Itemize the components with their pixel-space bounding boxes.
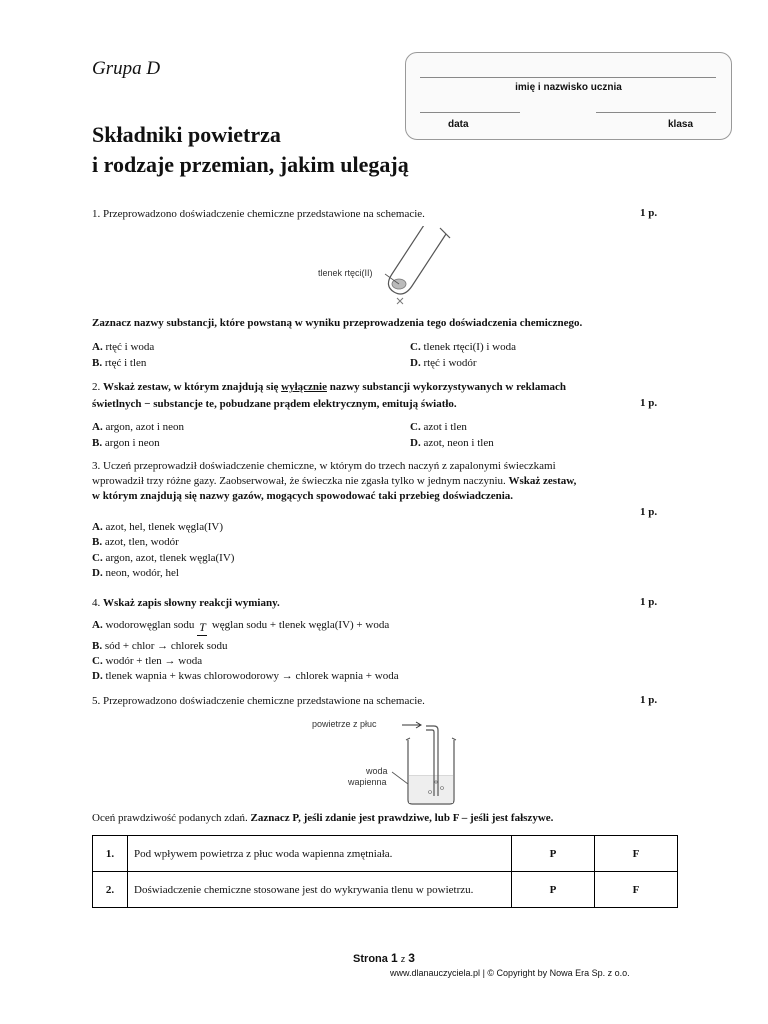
q3-line-3: w którym znajdują się nazwy gazów, mogących spowodować taki przebieg doświadczenia. <box>92 490 514 502</box>
fig-water-label-1: woda <box>366 766 388 776</box>
fig-air-label: powietrze z płuc <box>312 719 377 729</box>
option-text: wodorowęglan sodu <box>105 619 195 631</box>
row-statement: Pod wpływem powietrza z płuc woda wapienna zmętniała. <box>128 836 512 872</box>
option-letter: B. <box>92 357 103 369</box>
student-info-box <box>405 52 732 140</box>
option-text: argon, azot i neon <box>105 421 185 433</box>
page-counter <box>0 951 768 965</box>
beaker-icon <box>406 738 456 804</box>
option-letter: A. <box>92 341 103 353</box>
option-letter: C. <box>92 552 103 564</box>
q5-text: 5. Przeprowadzono doświadczenie chemiczne przedstawione na schemacie. <box>92 695 425 707</box>
group-label: Grupa D <box>92 58 161 79</box>
q3-option-a[interactable] <box>92 519 223 535</box>
total-pages: 3 <box>408 951 415 965</box>
table-row <box>93 836 678 872</box>
option-letter: A. <box>92 421 103 433</box>
q3-points: 1 p. <box>640 506 658 518</box>
q2-option-c[interactable] <box>410 419 467 435</box>
copyright-text: © Copyright by Nowa Era Sp. z o.o. <box>487 968 630 978</box>
copyright-line <box>390 968 630 978</box>
q1-option-b[interactable] <box>92 355 146 371</box>
option-text: tlenek rtęci(I) i woda <box>423 341 516 353</box>
q4-points: 1 p. <box>640 596 658 608</box>
q1-points: 1 p. <box>640 207 658 219</box>
option-text: rtęć i wodór <box>423 357 477 369</box>
q5-instruction <box>92 811 553 826</box>
q1-option-c[interactable] <box>410 339 516 355</box>
option-letter: D. <box>410 437 421 449</box>
q2-option-b[interactable] <box>92 435 160 451</box>
q4-option-c[interactable] <box>92 653 202 669</box>
name-line <box>420 77 716 78</box>
q3-option-c[interactable] <box>92 550 234 566</box>
q1-text: 1. Przeprowadzono doświadczenie chemiczne przedstawione na schemacie. <box>92 208 425 220</box>
q1-figure-label: tlenek rtęci(II) <box>318 268 373 278</box>
q3-line-2-normal: wprowadził trzy różne gazy. Zaobserwował, że świeczka nie zgasła tylko w jednym naczyniu. <box>92 475 509 487</box>
option-letter: C. <box>92 655 103 667</box>
q2-option-d[interactable] <box>410 435 494 451</box>
option-text: rtęć i woda <box>105 341 155 353</box>
q4-text <box>92 596 280 611</box>
q5-instruction-bold: Zaznacz P, jeśli zdanie jest prawdziwe, lub F – jeśli jest fałszywe. <box>250 812 554 824</box>
title-line-1: Składniki powietrza <box>92 122 281 147</box>
student-name-label: imię i nazwisko ucznia <box>515 82 622 93</box>
q4-option-a[interactable] <box>92 617 389 633</box>
page-word: Strona <box>353 953 388 965</box>
answer-false-cell[interactable]: F <box>595 872 678 908</box>
q1-option-d[interactable] <box>410 355 477 371</box>
option-letter: C. <box>410 421 421 433</box>
table-row <box>93 872 678 908</box>
option-text: argon i neon <box>104 437 160 449</box>
option-text: rtęć i tlen <box>104 357 147 369</box>
q2-underlined-word: wyłącznie <box>281 381 327 393</box>
class-label: klasa <box>668 119 694 130</box>
row-statement: Doświadczenie chemiczne stosowane jest do wykrywania tlenu w powietrzu. <box>128 872 512 908</box>
separator: | <box>482 968 485 978</box>
q4-bold-text: Wskaż zapis słowny reakcji wymiany. <box>103 597 280 609</box>
true-false-table <box>92 835 678 908</box>
page-title <box>92 120 409 180</box>
option-text: azot, hel, tlenek węgla(IV) <box>105 521 224 533</box>
q2-number: 2. <box>92 381 103 393</box>
q3-line-2-bold: Wskaż zestaw, <box>508 475 577 487</box>
row-number: 1. <box>93 836 128 872</box>
option-text: azot i tlen <box>423 421 467 433</box>
row-number: 2. <box>93 872 128 908</box>
q2-bold-rest: nazwy substancji wykorzystywanych w reklamach <box>326 381 567 393</box>
class-line <box>596 112 716 113</box>
arrow-icon <box>392 722 421 784</box>
q3-line-2 <box>92 474 576 489</box>
option-letter: A. <box>92 619 103 631</box>
date-line <box>420 112 520 113</box>
q5-points: 1 p. <box>640 694 658 706</box>
option-text: azot, neon i tlen <box>423 437 494 449</box>
q2-line-2: świetlnych − substancje te, pobudzane prądem elektrycznym, emitują światło. <box>92 398 457 410</box>
q2-option-a[interactable] <box>92 419 184 435</box>
q3-option-b[interactable] <box>92 534 179 550</box>
option-text: argon, azot, tlenek węgla(IV) <box>105 552 235 564</box>
page-number: 1 <box>390 951 398 965</box>
option-letter: D. <box>410 357 421 369</box>
heat-symbol: T <box>199 620 206 634</box>
option-letter: B. <box>92 437 103 449</box>
answer-true-cell[interactable]: P <box>512 836 595 872</box>
q4-option-b[interactable] <box>92 638 227 654</box>
q4-option-d[interactable] <box>92 668 399 684</box>
q4-number: 4. <box>92 597 103 609</box>
option-letter: D. <box>92 567 103 579</box>
option-text: wodór + tlen → woda <box>105 655 203 667</box>
flame-icon <box>397 298 403 304</box>
test-tube-icon <box>385 226 450 294</box>
site-link[interactable]: www.dlanauczyciela.pl <box>390 968 481 978</box>
of-word: z <box>400 954 406 964</box>
q3-line-1: 3. Uczeń przeprowadził doświadczenie chemiczne, w którym do trzech naczyń z zapalonymi świeczkami <box>92 460 556 472</box>
option-letter: A. <box>92 521 103 533</box>
arrow-line <box>197 635 207 636</box>
option-text: sód + chlor → chlorek sodu <box>104 640 228 652</box>
q1-option-a[interactable] <box>92 339 154 355</box>
option-letter: C. <box>410 341 421 353</box>
option-text: azot, tlen, wodór <box>104 536 179 548</box>
option-text: tlenek wapnia + kwas chlorowodorowy → chlorek wapnia + woda <box>105 670 399 682</box>
q5-instruction-normal: Oceń prawdziwość podanych zdań. <box>92 812 251 824</box>
date-label: data <box>448 119 469 130</box>
answer-false-cell[interactable]: F <box>595 836 678 872</box>
option-letter: D. <box>92 670 103 682</box>
q2-line-1 <box>92 380 566 395</box>
option-text-products: węglan sodu + tlenek węgla(IV) + woda <box>211 619 390 631</box>
option-text: neon, wodór, hel <box>105 567 179 579</box>
q3-option-d[interactable] <box>92 565 179 581</box>
option-letter: B. <box>92 640 103 652</box>
test-tube-figure <box>300 226 460 306</box>
title-line-2: i rodzaje przemian, jakim ulegają <box>92 152 409 177</box>
fig-water-label-2: wapienna <box>348 777 387 787</box>
q2-bold-part: Wskaż zestaw, w którym znajdują się <box>103 381 282 393</box>
q1-instruction: Zaznacz nazwy substancji, które powstaną w wyniku przeprowadzenia tego doświadczenia chemicznego. <box>92 317 583 329</box>
option-letter: B. <box>92 536 103 548</box>
answer-true-cell[interactable]: P <box>512 872 595 908</box>
q2-points: 1 p. <box>640 397 658 409</box>
